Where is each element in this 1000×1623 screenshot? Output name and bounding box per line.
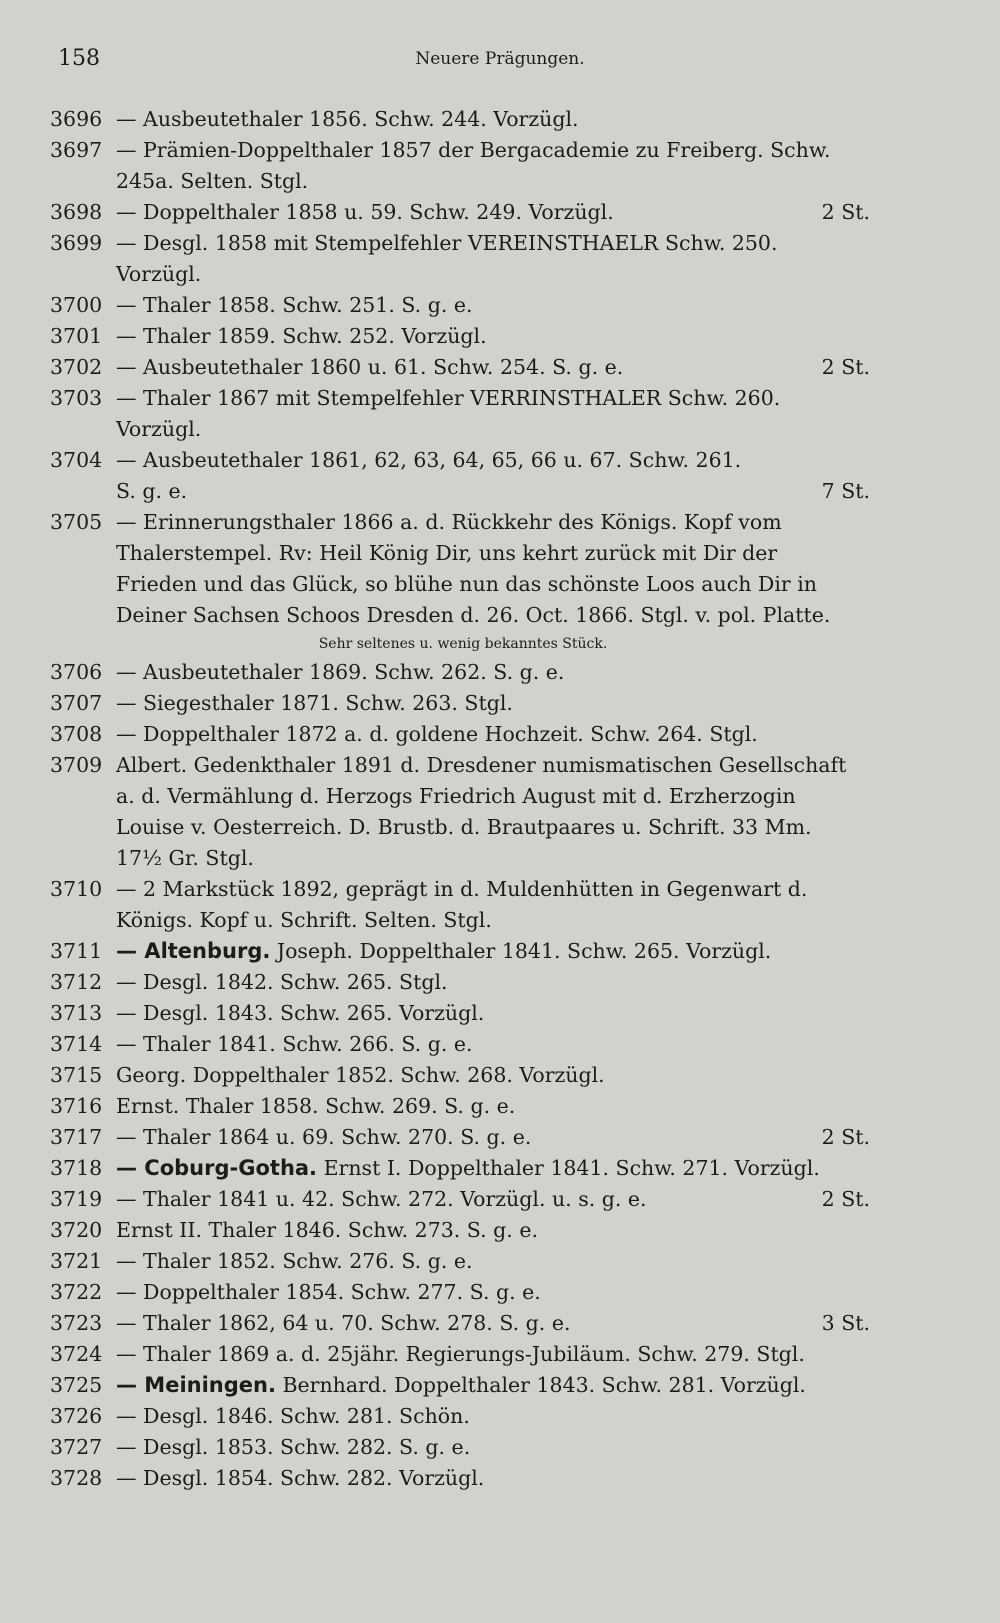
- entry-number: 3697: [50, 138, 103, 162]
- catalog-entry: [50, 1401, 870, 1432]
- catalog-entry: [50, 998, 870, 1029]
- entry-text: — Doppelthaler 1854. Schw. 277. S. g. e.: [116, 1280, 541, 1304]
- entry-line: [116, 259, 870, 290]
- entry-text: — Ausbeutethaler 1869. Schw. 262. S. g. e.: [116, 660, 565, 684]
- section-heading: — Coburg-Gotha.: [116, 1156, 318, 1180]
- entry-number: 3702: [50, 355, 103, 379]
- catalog-entries: [50, 104, 870, 1494]
- entry-number: 3717: [50, 1125, 103, 1149]
- entry-line: [116, 719, 870, 750]
- catalog-entry: [50, 657, 870, 688]
- entry-number: 3712: [50, 970, 103, 994]
- entry-line: [116, 228, 870, 259]
- entry-line: [116, 321, 870, 352]
- catalog-entry: [50, 1308, 870, 1339]
- section-heading: — Meiningen.: [116, 1373, 276, 1397]
- section-heading: — Altenburg.: [116, 939, 271, 963]
- entry-text: — Thaler 1867 mit Stempelfehler VERRINSTHALER Schw. 260.: [116, 386, 781, 410]
- piece-count: 2 St.: [821, 355, 870, 379]
- entry-text: — Ausbeutethaler 1860 u. 61. Schw. 254. S. g. e.: [116, 355, 624, 379]
- entry-number: 3725: [50, 1373, 103, 1397]
- entry-text: Joseph. Doppelthaler 1841. Schw. 265. Vorzügl.: [276, 939, 772, 963]
- entry-line: [116, 507, 870, 538]
- entry-line: [116, 600, 870, 631]
- entry-text: Bernhard. Doppelthaler 1843. Schw. 281. Vorzügl.: [282, 1373, 806, 1397]
- catalog-entry: [50, 750, 870, 874]
- entry-number: 3705: [50, 510, 103, 534]
- entry-line: [116, 569, 870, 600]
- entry-number: 3713: [50, 1001, 103, 1025]
- entry-text: — Desgl. 1842. Schw. 265. Stgl.: [116, 970, 448, 994]
- catalog-entry: [50, 967, 870, 998]
- entry-number: 3698: [50, 200, 103, 224]
- entry-line: [116, 1091, 870, 1122]
- entry-text: — Thaler 1841. Schw. 266. S. g. e.: [116, 1032, 473, 1056]
- catalog-entry: [50, 228, 870, 290]
- entry-line: [116, 383, 870, 414]
- piece-count: 2 St.: [821, 1125, 870, 1149]
- catalog-entry: [50, 321, 870, 352]
- entry-text: Vorzügl.: [116, 262, 202, 286]
- entry-line: [116, 1153, 870, 1184]
- catalog-entry: [50, 1153, 870, 1184]
- entry-text: Ernst I. Doppelthaler 1841. Schw. 271. Vorzügl.: [323, 1156, 820, 1180]
- catalog-entry: [50, 1029, 870, 1060]
- catalog-entry: [50, 1463, 870, 1494]
- piece-count: 2 St.: [821, 200, 870, 224]
- catalog-entry: [50, 874, 870, 936]
- entry-number: 3707: [50, 691, 103, 715]
- entry-line: [116, 750, 870, 781]
- entry-text: — Ausbeutethaler 1861, 62, 63, 64, 65, 66 u. 67. Schw. 261.: [116, 448, 742, 472]
- entry-number: 3711: [50, 939, 103, 963]
- entry-text: Deiner Sachsen Schoos Dresden d. 26. Oct. 1866. Stgl. v. pol. Platte.: [116, 603, 831, 627]
- entry-line: [116, 1246, 870, 1277]
- entry-line: [116, 998, 870, 1029]
- entry-text: — Thaler 1858. Schw. 251. S. g. e.: [116, 293, 473, 317]
- entry-number: 3726: [50, 1404, 103, 1428]
- entry-text: — Doppelthaler 1858 u. 59. Schw. 249. Vorzügl.: [116, 200, 614, 224]
- entry-text: — Desgl. 1853. Schw. 282. S. g. e.: [116, 1435, 471, 1459]
- catalog-entry: [50, 1277, 870, 1308]
- entry-line: [116, 1122, 870, 1153]
- entry-text: Frieden und das Glück, so blühe nun das schönste Loos auch Dir in: [116, 572, 817, 596]
- entry-line: [116, 352, 870, 383]
- entry-number: 3716: [50, 1094, 103, 1118]
- entry-line: [116, 445, 870, 476]
- entry-number: 3727: [50, 1435, 103, 1459]
- catalog-entry: [50, 1122, 870, 1153]
- catalog-entry: [50, 1060, 870, 1091]
- catalog-entry: [50, 197, 870, 228]
- entry-text: — Thaler 1852. Schw. 276. S. g. e.: [116, 1249, 473, 1273]
- entry-number: 3696: [50, 107, 103, 131]
- entry-line: [116, 166, 870, 197]
- entry-text: — Thaler 1869 a. d. 25jähr. Regierungs-Jubiläum. Schw. 279. Stgl.: [116, 1342, 805, 1366]
- entry-text: Ernst. Thaler 1858. Schw. 269. S. g. e.: [116, 1094, 516, 1118]
- catalog-entry: [50, 135, 870, 197]
- entry-number: 3701: [50, 324, 103, 348]
- entry-text: Albert. Gedenkthaler 1891 d. Dresdener numismatischen Gesellschaft: [116, 753, 847, 777]
- entry-text: — Ausbeutethaler 1856. Schw. 244. Vorzügl.: [116, 107, 579, 131]
- entry-line: [116, 290, 870, 321]
- entry-text: S. g. e.: [116, 479, 188, 503]
- catalog-entry: [50, 507, 870, 657]
- entry-number: 3699: [50, 231, 103, 255]
- entry-line: [116, 1463, 870, 1494]
- entry-number: 3718: [50, 1156, 103, 1180]
- catalog-entry: [50, 688, 870, 719]
- entry-line: [116, 688, 870, 719]
- entry-text: Ernst II. Thaler 1846. Schw. 273. S. g. e.: [116, 1218, 538, 1242]
- piece-count: 2 St.: [821, 1187, 870, 1211]
- entry-number: 3703: [50, 386, 103, 410]
- entry-line: [116, 1184, 870, 1215]
- entry-line: [116, 1215, 870, 1246]
- catalog-entry: [50, 1246, 870, 1277]
- entry-text: — Thaler 1859. Schw. 252. Vorzügl.: [116, 324, 487, 348]
- entry-text: — Thaler 1864 u. 69. Schw. 270. S. g. e.: [116, 1125, 532, 1149]
- entry-text: — Thaler 1841 u. 42. Schw. 272. Vorzügl. u. s. g. e.: [116, 1187, 647, 1211]
- piece-count: 7 St.: [821, 479, 870, 503]
- entry-number: 3719: [50, 1187, 103, 1211]
- catalog-entry: [50, 719, 870, 750]
- entry-note: Sehr seltenes u. wenig bekanntes Stück.: [318, 636, 608, 652]
- entry-line: [116, 657, 870, 688]
- catalog-entry: [50, 290, 870, 321]
- catalog-entry: [50, 1370, 870, 1401]
- entry-line: [116, 104, 870, 135]
- entry-number: 3700: [50, 293, 103, 317]
- entry-text: — Erinnerungsthaler 1866 a. d. Rückkehr des Königs. Kopf vom: [116, 510, 782, 534]
- entry-line: [116, 874, 870, 905]
- entry-text: — Desgl. 1854. Schw. 282. Vorzügl.: [116, 1466, 485, 1490]
- catalog-entry: [50, 445, 870, 507]
- entry-number: 3710: [50, 877, 103, 901]
- catalog-entry: [50, 1184, 870, 1215]
- entry-text: Thalerstempel. Rv: Heil König Dir, uns kehrt zurück mit Dir der: [116, 541, 778, 565]
- entry-number: 3724: [50, 1342, 103, 1366]
- entry-line: [116, 1339, 870, 1370]
- entry-text: 17½ Gr. Stgl.: [116, 846, 254, 870]
- entry-line: [116, 1432, 870, 1463]
- catalog-entry: [50, 1215, 870, 1246]
- entry-number: 3721: [50, 1249, 103, 1273]
- entry-text: — Desgl. 1843. Schw. 265. Vorzügl.: [116, 1001, 485, 1025]
- entry-number: 3708: [50, 722, 103, 746]
- entry-line: [116, 414, 870, 445]
- page-number: 158: [58, 46, 100, 71]
- entry-number: 3720: [50, 1218, 103, 1242]
- entry-line: [116, 1277, 870, 1308]
- entry-text: Königs. Kopf u. Schrift. Selten. Stgl.: [116, 908, 492, 932]
- entry-text: — Desgl. 1846. Schw. 281. Schön.: [116, 1404, 470, 1428]
- entry-line: [116, 1308, 870, 1339]
- entry-line: [116, 1029, 870, 1060]
- catalog-entry: [50, 104, 870, 135]
- catalog-entry: [50, 1432, 870, 1463]
- catalog-entry: [50, 383, 870, 445]
- entry-number: 3706: [50, 660, 103, 684]
- entry-text: — Siegesthaler 1871. Schw. 263. Stgl.: [116, 691, 513, 715]
- entry-line: [116, 812, 870, 843]
- entry-text: Vorzügl.: [116, 417, 202, 441]
- entry-line: [116, 1060, 870, 1091]
- running-title: Neuere Prägungen.: [415, 49, 585, 69]
- entry-text: — 2 Markstück 1892, geprägt in d. Muldenhütten in Gegenwart d.: [116, 877, 808, 901]
- entry-line: [116, 1370, 870, 1401]
- entry-text: Louise v. Oesterreich. D. Brustb. d. Brautpaares u. Schrift. 33 Mm.: [116, 815, 812, 839]
- entry-line: [116, 936, 870, 967]
- piece-count: 3 St.: [821, 1311, 870, 1335]
- catalog-entry: [50, 352, 870, 383]
- entry-line: [116, 197, 870, 228]
- entry-line: [116, 538, 870, 569]
- entry-number: 3714: [50, 1032, 103, 1056]
- entry-text: a. d. Vermählung d. Herzogs Friedrich August mit d. Erzherzogin: [116, 784, 796, 808]
- entry-line: [116, 905, 870, 936]
- entry-number: 3722: [50, 1280, 103, 1304]
- page-header: [58, 46, 942, 80]
- entry-line: [116, 135, 870, 166]
- catalog-entry: [50, 1339, 870, 1370]
- entry-number: 3728: [50, 1466, 103, 1490]
- entry-text: Georg. Doppelthaler 1852. Schw. 268. Vorzügl.: [116, 1063, 605, 1087]
- entry-text: 245a. Selten. Stgl.: [116, 169, 309, 193]
- entry-number: 3704: [50, 448, 103, 472]
- entry-text: — Thaler 1862, 64 u. 70. Schw. 278. S. g. e.: [116, 1311, 571, 1335]
- catalog-entry: [50, 1091, 870, 1122]
- entry-line: [116, 781, 870, 812]
- entry-line: [116, 1401, 870, 1432]
- entry-line: [116, 843, 870, 874]
- entry-line: [116, 967, 870, 998]
- entry-number: 3723: [50, 1311, 103, 1335]
- catalog-entry: [50, 936, 870, 967]
- entry-number: 3715: [50, 1063, 103, 1087]
- entry-text: — Prämien-Doppelthaler 1857 der Bergacademie zu Freiberg. Schw.: [116, 138, 831, 162]
- entry-text: — Desgl. 1858 mit Stempelfehler VEREINSTHAELR Schw. 250.: [116, 231, 778, 255]
- entry-number: 3709: [50, 753, 103, 777]
- entry-line: [116, 476, 870, 507]
- entry-text: — Doppelthaler 1872 a. d. goldene Hochzeit. Schw. 264. Stgl.: [116, 722, 758, 746]
